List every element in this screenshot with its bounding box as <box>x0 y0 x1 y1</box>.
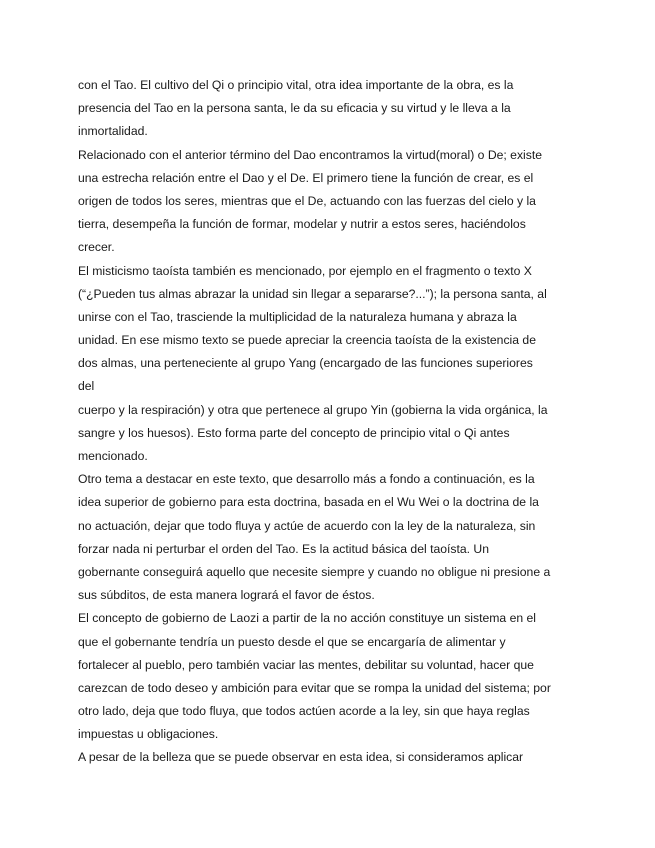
text-line: otro lado, deja que todo fluya, que todos actúen acorde a la ley, sin que haya reglas <box>78 704 530 719</box>
text-line: fortalecer al pueblo, pero también vaciar las mentes, debilitar su voluntad, hacer que <box>78 657 534 672</box>
text-line: cuerpo y la respiración) y otra que pertenece al grupo Yin (gobierna la vida orgánica, la <box>78 402 548 417</box>
text-line: no actuación, dejar que todo fluya y actúe de acuerdo con la ley de la naturaleza, sin <box>78 518 536 533</box>
text-line: A pesar de la belleza que se puede observar en esta idea, si consideramos aplicar <box>78 750 524 765</box>
text-line: unirse con el Tao, trasciende la multiplicidad de la naturaleza humana y abraza la <box>78 309 517 324</box>
text-line: El concepto de gobierno de Laozi a partir de la no acción constituye un sistema en el <box>78 611 536 626</box>
text-line: que el gobernante tendría un puesto desde el que se encargaría de alimentar y <box>78 634 506 649</box>
text-line: forzar nada ni perturbar el orden del Tao. Es la actitud básica del taoísta. Un <box>78 541 490 556</box>
text-line: gobernante conseguirá aquello que necesite siempre y cuando no obligue ni presione a <box>78 564 551 579</box>
text-line: origen de todos los seres, mientras que el De, actuando con las fuerzas del cielo y la <box>78 193 536 208</box>
text-line: impuestas u obligaciones. <box>78 727 219 742</box>
text-line: presencia del Tao en la persona santa, le da su eficacia y su virtud y le lleva a la <box>78 101 511 116</box>
text-line: (“¿Pueden tus almas abrazar la unidad sin llegar a separarse?...”); la persona santa, al <box>78 286 547 301</box>
text-line: tierra, desempeña la función de formar, modelar y nutrir a estos seres, haciéndolos <box>78 217 526 232</box>
text-line: sangre y los huesos). Esto forma parte del concepto de principio vital o Qi antes <box>78 425 510 440</box>
text-line: Relacionado con el anterior término del Dao encontramos la virtud(moral) o De; existe <box>78 147 543 162</box>
text-line: dos almas, una perteneciente al grupo Yang (encargado de las funciones superiores <box>78 356 533 371</box>
text-line: idea superior de gobierno para esta doctrina, basada en el Wu Wei o la doctrina de la <box>78 495 539 510</box>
text-line: del <box>78 379 95 394</box>
body-text <box>78 74 598 770</box>
text-line: El misticismo taoísta también es mencionado, por ejemplo en el fragmento o texto X <box>78 263 532 278</box>
text-line: una estrecha relación entre el Dao y el De. El primero tiene la función de crear, es el <box>78 170 534 185</box>
text-line: mencionado. <box>78 449 148 463</box>
text-line: Otro tema a destacar en este texto, que desarrollo más a fondo a continuación, es la <box>78 472 535 487</box>
text-line: crecer. <box>78 240 115 255</box>
text-line: sus súbditos, de esta manera logrará el favor de éstos. <box>78 588 375 603</box>
text-line: con el Tao. El cultivo del Qi o principio vital, otra idea importante de la obra, es la <box>78 78 514 92</box>
text-line: inmortalidad. <box>78 124 148 139</box>
text-line: carezcan de todo deseo y ambición para evitar que se rompa la unidad del sistema; por <box>78 680 551 695</box>
text-line: unidad. En ese mismo texto se puede apreciar la creencia taoísta de la existencia de <box>78 333 536 348</box>
